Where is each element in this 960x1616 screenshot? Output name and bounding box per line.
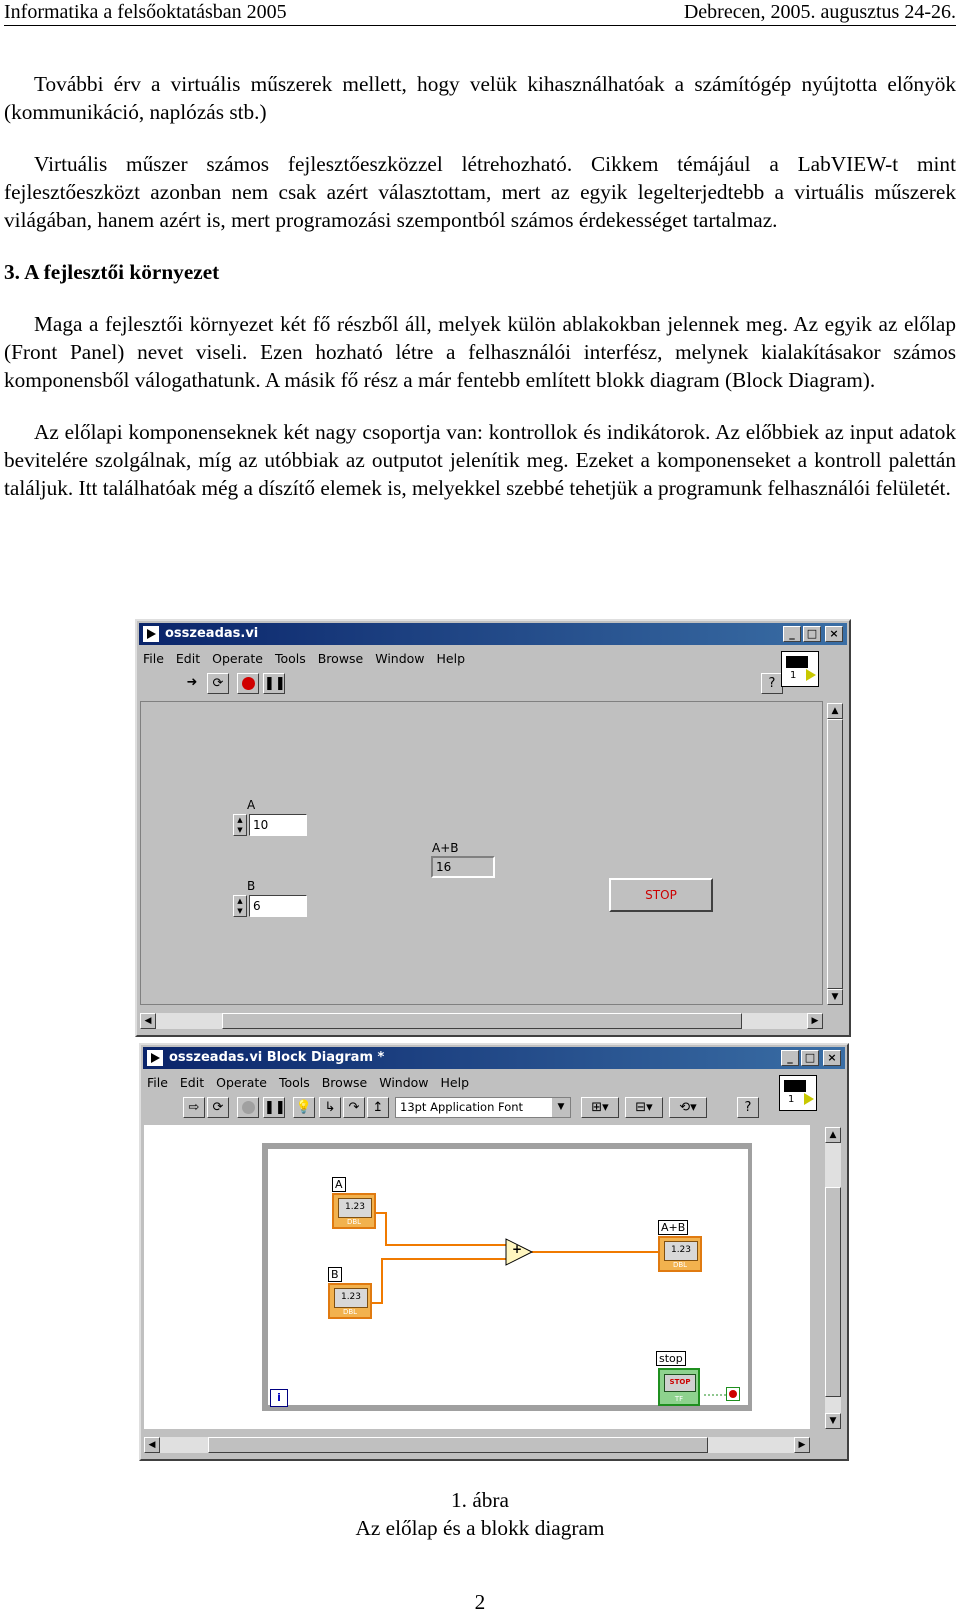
align-objects-icon[interactable]: ⊞▾ [581,1097,619,1118]
iteration-terminal[interactable]: i [270,1389,288,1407]
control-b-value[interactable]: 6 [249,895,307,917]
run-arrow-icon[interactable]: ⇨ [183,1097,205,1118]
control-a-value[interactable]: 10 [249,814,307,836]
vi-connector-icon[interactable] [781,651,819,687]
menu-file[interactable]: File [143,651,164,666]
menu-tools[interactable]: Tools [278,1075,310,1090]
scroll-up-icon[interactable]: ▲ [825,1127,841,1143]
maximize-icon[interactable]: □ [801,1050,819,1066]
front-panel-menubar [143,649,473,669]
vi-connector-icon[interactable] [779,1075,817,1111]
highlight-execution-icon[interactable]: 💡 [293,1097,315,1118]
dbl-value: 1.23 [664,1241,698,1261]
loop-condition-icon[interactable] [726,1387,740,1401]
front-panel-window [135,619,851,1037]
front-panel-titlebar[interactable] [139,623,847,645]
stop-button[interactable]: STOP [609,878,713,912]
menu-browse[interactable]: Browse [317,651,364,666]
section-heading: 3. A fejlesztői környezet [4,260,220,284]
menu-operate[interactable]: Operate [212,651,263,666]
indicator-sum-value: 16 [431,856,495,878]
vertical-scroll-thumb[interactable] [825,1187,841,1397]
terminal-a-label: A [332,1177,346,1192]
block-diagram-title: osszeadas.vi Block Diagram * [169,1050,385,1065]
header-left: Informatika a felsőoktatásban 2005 [4,1,287,23]
step-into-icon[interactable]: ↳ [319,1097,341,1118]
pause-icon[interactable]: ❚❚ [263,1097,285,1118]
step-out-icon[interactable]: ↥ [367,1097,389,1118]
close-icon[interactable]: × [823,1050,841,1066]
figure-caption: Az előlap és a blokk diagram [355,1516,605,1540]
control-b-label: B [247,879,256,893]
indicator-label: A+B [432,841,459,855]
block-diagram-window [139,1043,849,1461]
reorder-icon[interactable]: ⟲▾ [669,1097,707,1118]
help-icon[interactable]: ? [737,1097,759,1118]
terminal-b-label: B [328,1267,342,1282]
scroll-right-icon[interactable]: ▶ [794,1437,810,1453]
labview-vi-icon [143,626,159,642]
step-over-icon[interactable]: ↷ [343,1097,365,1118]
terminal-a-dbl[interactable] [332,1193,376,1229]
help-icon[interactable]: ? [761,673,783,694]
menu-operate[interactable]: Operate [216,1075,267,1090]
paragraph-1: További érv a virtuális műszerek mellett, hogy velük kihasználhatóak a számítógép nyújtotta előnyök (kommunikáció, naplózás stb.) [4,72,956,124]
font-select-value: 13pt Application Font [400,1100,524,1114]
dbl-value: 1.23 [338,1198,372,1218]
vertical-scroll-thumb[interactable] [827,719,843,989]
scroll-left-icon[interactable]: ◀ [144,1437,160,1453]
control-a-label: A [247,798,256,812]
block-diagram-menubar [147,1073,477,1093]
abort-icon[interactable] [237,673,259,694]
paragraph-4: Az előlapi komponenseknek két nagy csoportja van: kontrollok és indikátorok. Az előbbiek az input adatok bevitelére szolgálnak, míg az utóbbiak az outputot jelenítik meg. Ezeket a komponenseket a kontroll palettán találjuk. Itt találhatóak még a díszítő elemek is, melyekkel szebbé tehetjük a programunk felhasználói felületét. [4,420,956,500]
vertical-scrollbar[interactable] [825,1127,841,1429]
increment-decrement-icon[interactable]: ▲ ▼ [233,895,247,917]
menu-window[interactable]: Window [375,651,425,666]
front-panel-title: osszeadas.vi [165,626,259,641]
font-select[interactable] [395,1097,571,1118]
scroll-right-icon[interactable]: ▶ [807,1013,823,1029]
tf-tag: TF [674,1395,684,1403]
page-header [4,0,956,26]
vi-icon-number: 1 [788,1094,795,1105]
page-number: 2 [474,1590,486,1614]
menu-edit[interactable]: Edit [175,651,201,666]
horizontal-scrollbar[interactable] [140,1013,823,1029]
paragraph-3: Maga a fejlesztői környezet két fő részből áll, melyek külön ablakokban jelennek meg. Az egyik az előlap (Front Panel) nevet viseli. Ezen hozható létre a felhasználói interfész, melynek kialakításakor számos komponensből válogathatunk. A másik fő rész a már fentebb említett blokk diagram (Block Diagram). [4,312,956,392]
paragraph-2: Virtuális műszer számos fejlesztőeszközzel létrehozható. Cikkem témájául a LabVIEW-t mint fejlesztőeszközt azonban nem csak azért választottam, mert az egyik legelterjedtebb a virtuális műszerek világában, hanem azért is, mert programozási szempontból számos érdekességet tartalmaz. [4,152,956,232]
numeric-control-a[interactable] [233,814,309,836]
wire-b [372,1259,506,1303]
increment-decrement-icon[interactable]: ▲ ▼ [233,814,247,836]
menu-browse[interactable]: Browse [321,1075,368,1090]
tf-stop-text: STOP [664,1374,696,1392]
run-arrow-icon[interactable]: ➜ [186,675,198,690]
menu-tools[interactable]: Tools [274,651,306,666]
terminal-sum-dbl[interactable] [658,1236,702,1272]
numeric-control-b[interactable] [233,895,309,917]
horizontal-scroll-thumb[interactable] [222,1013,742,1029]
add-symbol: + [512,1242,523,1256]
menu-file[interactable]: File [147,1075,168,1090]
close-icon[interactable]: × [825,626,843,642]
block-diagram-canvas [144,1125,810,1429]
chevron-down-icon[interactable]: ▼ [552,1098,570,1117]
minimize-icon[interactable]: _ [783,626,801,642]
terminal-stop-tf[interactable] [658,1368,700,1406]
run-continuously-icon[interactable]: ⟳ [207,673,229,694]
dbl-tag: DBL [342,1308,358,1316]
horizontal-scroll-thumb[interactable] [208,1437,708,1453]
dbl-value: 1.23 [334,1288,368,1308]
block-diagram-titlebar[interactable] [143,1047,845,1069]
menu-help[interactable]: Help [440,1075,470,1090]
dbl-tag: DBL [346,1218,362,1226]
labview-vi-icon [147,1050,163,1066]
vi-icon-number: 1 [790,670,797,681]
menu-help[interactable]: Help [436,651,466,666]
distribute-objects-icon[interactable]: ⊟▾ [625,1097,663,1118]
scroll-down-icon[interactable]: ▼ [827,989,843,1005]
front-panel-canvas [140,701,823,1005]
run-continuously-icon[interactable]: ⟳ [207,1097,229,1118]
terminal-sum-label: A+B [658,1220,688,1235]
abort-icon[interactable] [237,1097,259,1118]
minimize-icon[interactable]: _ [781,1050,799,1066]
vertical-scrollbar[interactable] [827,703,843,1005]
wire-layer [144,1125,810,1429]
dbl-tag: DBL [672,1261,688,1269]
header-right: Debrecen, 2005. augusztus 24-26. [683,1,956,23]
horizontal-scrollbar[interactable] [144,1437,810,1453]
pause-icon[interactable]: ❚❚ [263,673,285,694]
scroll-down-icon[interactable]: ▼ [825,1413,841,1429]
menu-window[interactable]: Window [379,1075,429,1090]
scroll-up-icon[interactable]: ▲ [827,703,843,719]
menu-edit[interactable]: Edit [179,1075,205,1090]
figure-number: 1. ábra [451,1488,509,1512]
terminal-stop-label: stop [656,1351,686,1366]
wire-a [376,1213,506,1245]
terminal-b-dbl[interactable] [328,1283,372,1319]
scroll-left-icon[interactable]: ◀ [140,1013,156,1029]
body-text-top [4,70,956,502]
maximize-icon[interactable]: □ [803,626,821,642]
